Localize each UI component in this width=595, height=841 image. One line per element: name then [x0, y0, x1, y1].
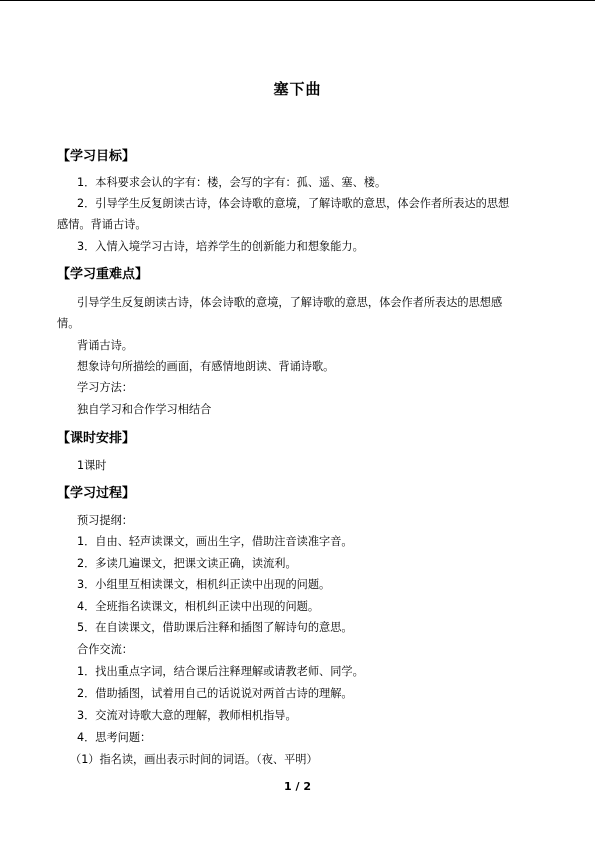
process-line-9: 2．借助插图，试着用自己的话说说对两首古诗的理解。: [77, 687, 353, 700]
process-line-2: 1．自由、轻声读课文，画出生字，借助注音读准字音。: [77, 535, 353, 548]
goals-line-4: 3．入情入境学习古诗，培养学生的创新能力和想象能力。: [77, 240, 364, 253]
process-line-6: 5．在自读课文，借助课后注释和插图了解诗句的意思。: [77, 621, 353, 634]
key-points-line-5: 学习方法：: [77, 381, 133, 394]
process-line-7: 合作交流：: [77, 643, 133, 656]
process-line-8: 1．找出重点字词，结合课后注释理解或请教老师、同学。: [77, 665, 364, 678]
page-title: 塞下曲: [273, 80, 322, 98]
process-line-5: 4．全班指名读课文，相机纠正读中出现的问题。: [77, 600, 320, 613]
process-line-1: 预习提纲：: [77, 514, 133, 527]
process-line-3: 2．多读几遍课文，把课文读正确，读流利。: [77, 557, 297, 570]
heading-process: 【学习过程】: [57, 486, 136, 501]
process-line-12: （1）指名读，画出表示时间的词语。（夜、平明）: [70, 753, 318, 766]
goals-line-3: 感情。背诵古诗。: [57, 218, 147, 231]
process-line-10: 3．交流对诗歌大意的理解，教师相机指导。: [77, 709, 297, 722]
heading-goals: 【学习目标】: [57, 149, 136, 164]
key-points-line-2: 情。: [57, 317, 80, 330]
schedule-line-1: 1课时: [77, 459, 107, 472]
key-points-line-4: 想象诗句所描绘的画面，有感情地朗读、背诵诗歌。: [77, 360, 335, 373]
heading-key-points: 【学习重难点】: [57, 267, 149, 282]
key-points-line-6: 独自学习和合作学习相结合: [77, 403, 212, 416]
goals-line-2: 2．引导学生反复朗读古诗，体会诗歌的意境，了解诗歌的意思，体会作者所表达的思想: [77, 197, 510, 210]
heading-schedule: 【课时安排】: [57, 431, 136, 446]
goals-line-1: 1．本科要求会认的字有：楼，会写的字有：孤、遥、塞、楼。: [77, 176, 387, 189]
top-border: [0, 0, 595, 1]
process-line-11: 4．思考问题：: [77, 731, 152, 744]
page-number: 1 / 2: [284, 780, 311, 793]
key-points-line-1: 引导学生反复朗读古诗，体会诗歌的意境，了解诗歌的意思，体会作者所表达的思想感: [77, 296, 503, 309]
process-line-4: 3．小组里互相读课文，相机纠正读中出现的问题。: [77, 578, 331, 591]
key-points-line-3: 背诵古诗。: [77, 339, 133, 352]
